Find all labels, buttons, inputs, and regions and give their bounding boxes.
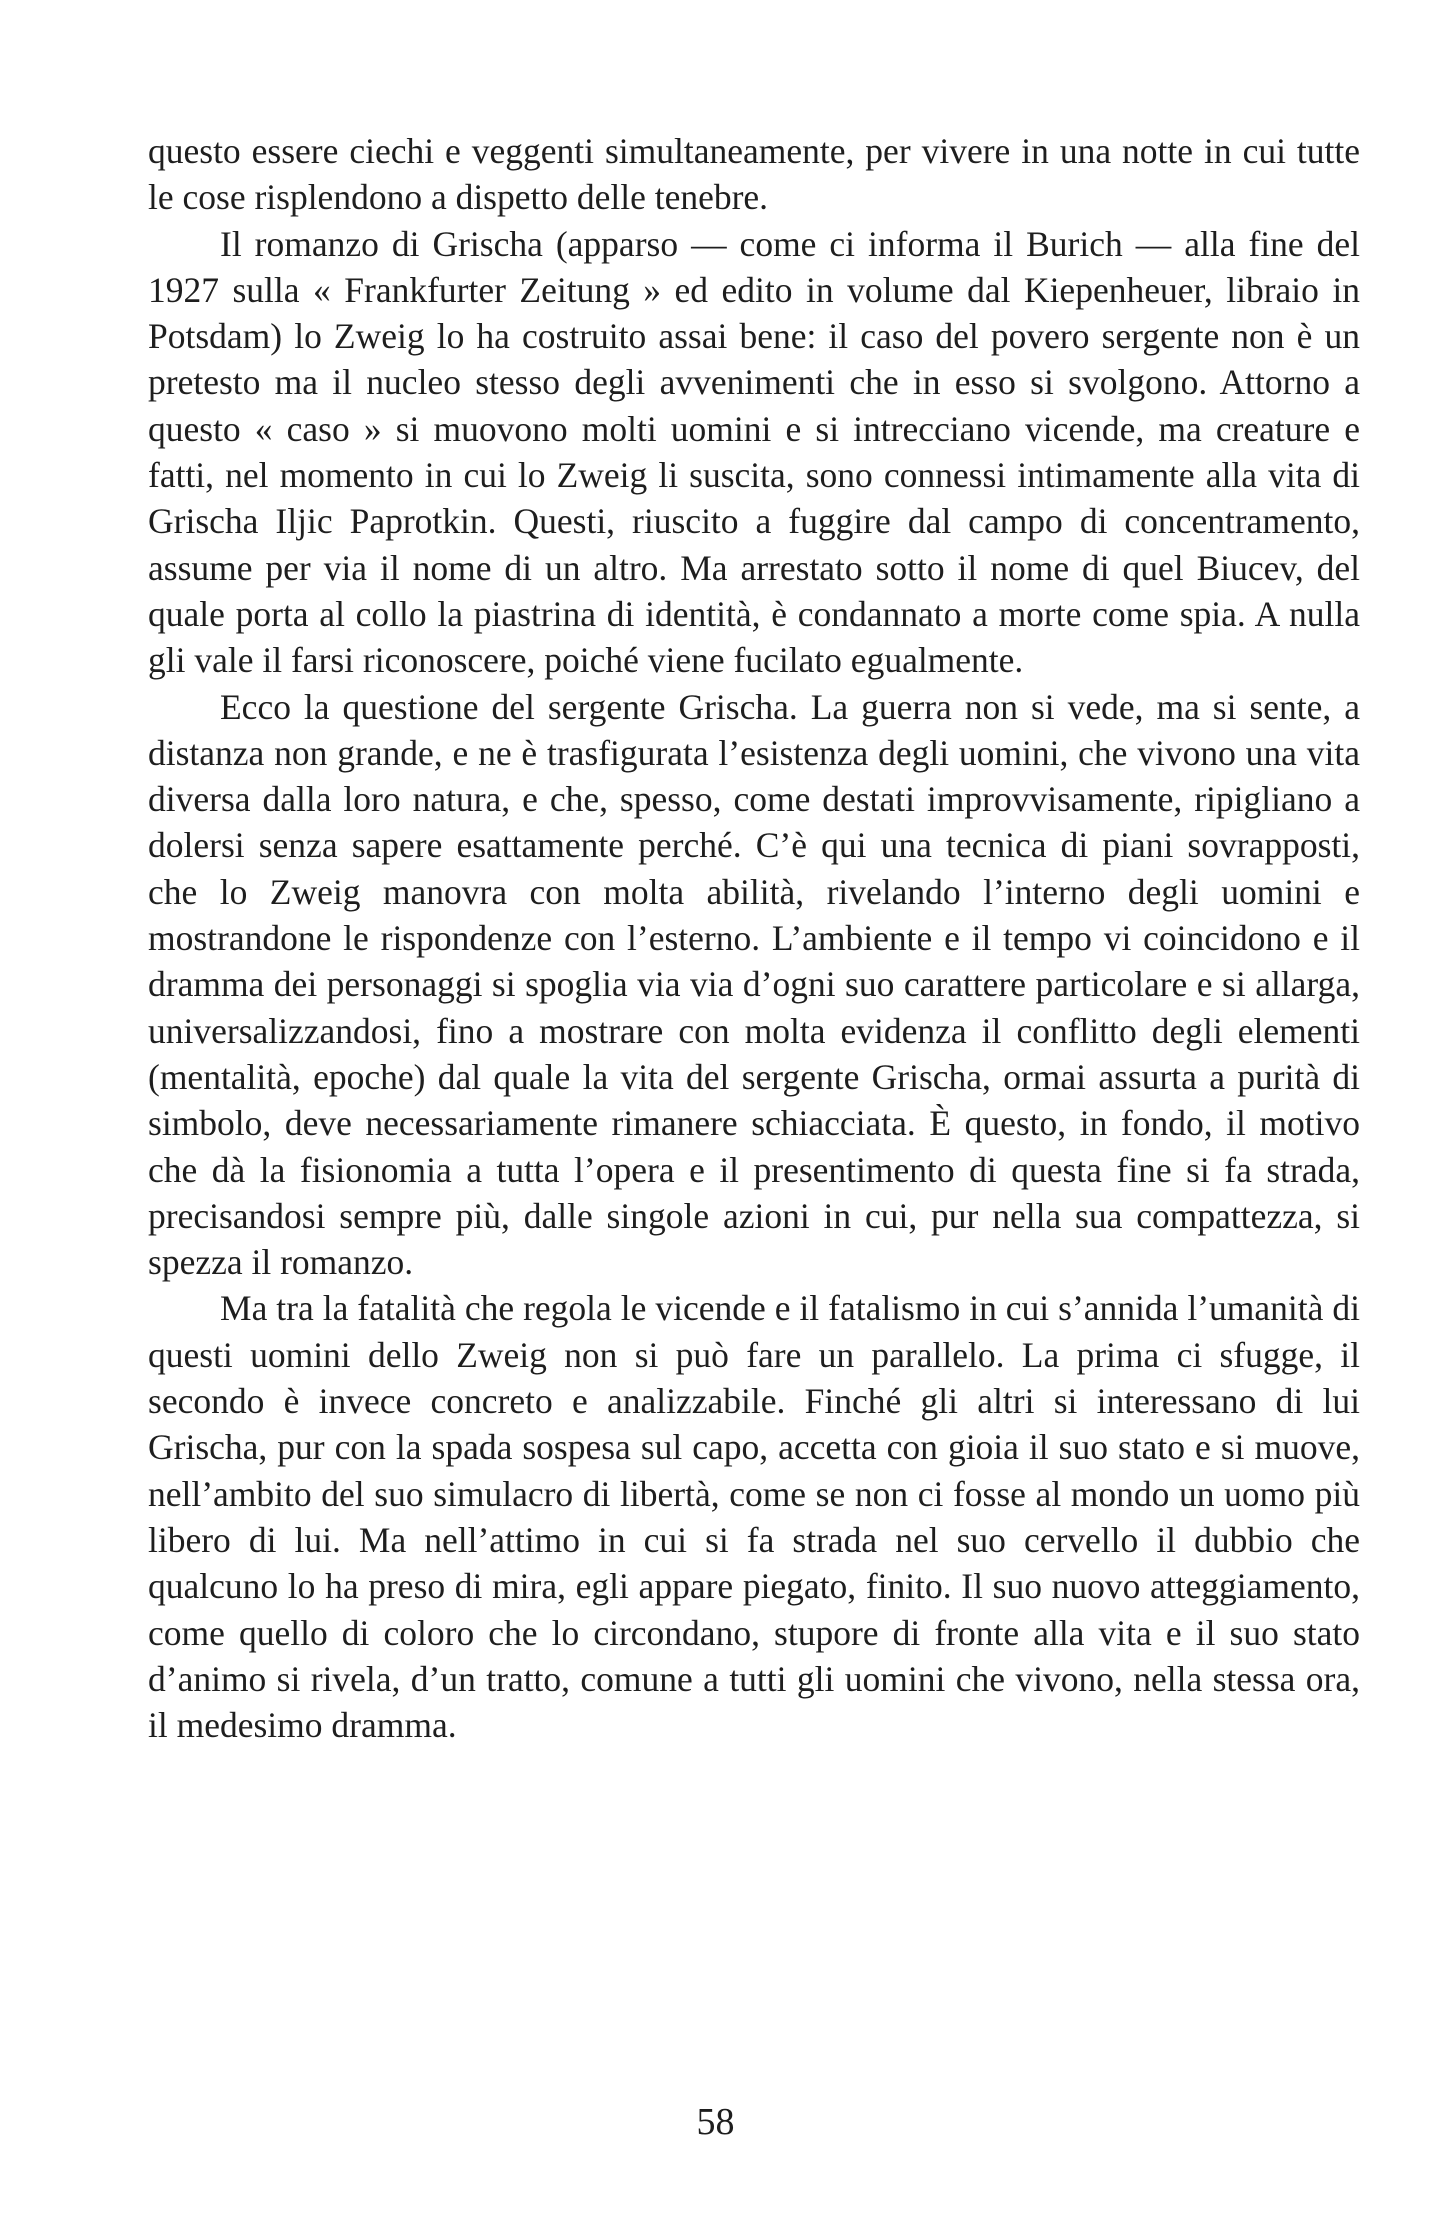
paragraph-sergeant-question: Ecco la questione del sergente Grischa. La guerra non si vede, ma si sente, a distanza non grande, e ne è trasfigurata l’esistenza degli uomini, che vivono una vita diversa dalla loro natura, e che, spesso, come destati improvvisamente, ripigliano a dolersi senza sapere esattamente perché. C’è qui una tecnica di piani sovrapposti, che lo Zweig manovra con molta abilità, rivelando l’interno degli uomini e mostrandone le rispondenze con l’esterno. L’ambiente e il tempo vi coincidono e il dramma dei personaggi si spoglia via via d’ogni suo carattere particolare e si allarga, universalizzandosi, fino a mostrare con molta evidenza il conflitto degli elementi (mentalità, epoche) dal quale la vita del sergente Grischa, ormai assurta a purità di simbolo, deve necessariamente rimanere schiacciata. È questo, in fondo, il motivo che dà la fisionomia a tutta l’opera e il presentimento di questa fine si fa strada, precisandosi sempre più, dalle singole azioni in cui, pur nella sua compattezza, si spezza il romanzo. xyxy=(148,686,1360,1283)
paragraph-fatality: Ma tra la fatalità che regola le vicende e il fatalismo in cui s’annida l’umanità di questi uomini dello Zweig non si può fare un parallelo. La prima ci sfugge, il secondo è invece concreto e analizzabile. Finché gli altri si interessano di lui Grischa, pur con la spada sospesa sul capo, accetta con gioia il suo stato e si muove, nell’ambito del suo simulacro di libertà, come se non ci fosse al mondo un uomo più libero di lui. Ma nell’attimo in cui si fa strada nel suo cervello il dubbio che qualcuno lo ha preso di mira, egli appare piegato, finito. Il suo nuovo atteggiamento, come quello di coloro che lo circondano, stupore di fronte alla vita e il suo stato d’animo si rivela, d’un tratto, comune a tutti gli uomini che vivono, nella stessa ora, il medesimo dramma. xyxy=(148,1288,1360,1746)
paragraph-grischa-novel: Il romanzo di Grischa (apparso — come ci informa il Burich — alla fine del 1927 sulla « Frankfurter Zeitung » ed edito in volume dal Kiepenheuer, libraio in Potsdam) lo Zweig lo ha costruito assai bene: il caso del povero sergente non è un pretesto ma il nucleo stesso degli avvenimenti che in esso si svolgono. Attorno a questo « caso » si muovono molti uomini e si intrecciano vicende, ma creature e fatti, nel momento in cui lo Zweig li suscita, sono connessi intimamente alla vita di Grischa Iljic Paprotkin. Questi, riuscito a fuggire dal campo di concentramento, assume per via il nome di un altro. Ma arrestato sotto il nome di quel Biucev, del quale porta al collo la piastrina di identità, è condannato a morte come spia. A nulla gli vale il farsi riconoscere, poiché viene fucilato egualmente. xyxy=(148,223,1360,681)
paragraph-continuation: questo essere ciechi e veggenti simultaneamente, per vivere in una notte in cui tutte le cose risplendono a dispetto delle tenebre. xyxy=(148,131,1360,218)
page-number: 58 xyxy=(696,2101,735,2143)
body-text xyxy=(148,128,1360,1748)
